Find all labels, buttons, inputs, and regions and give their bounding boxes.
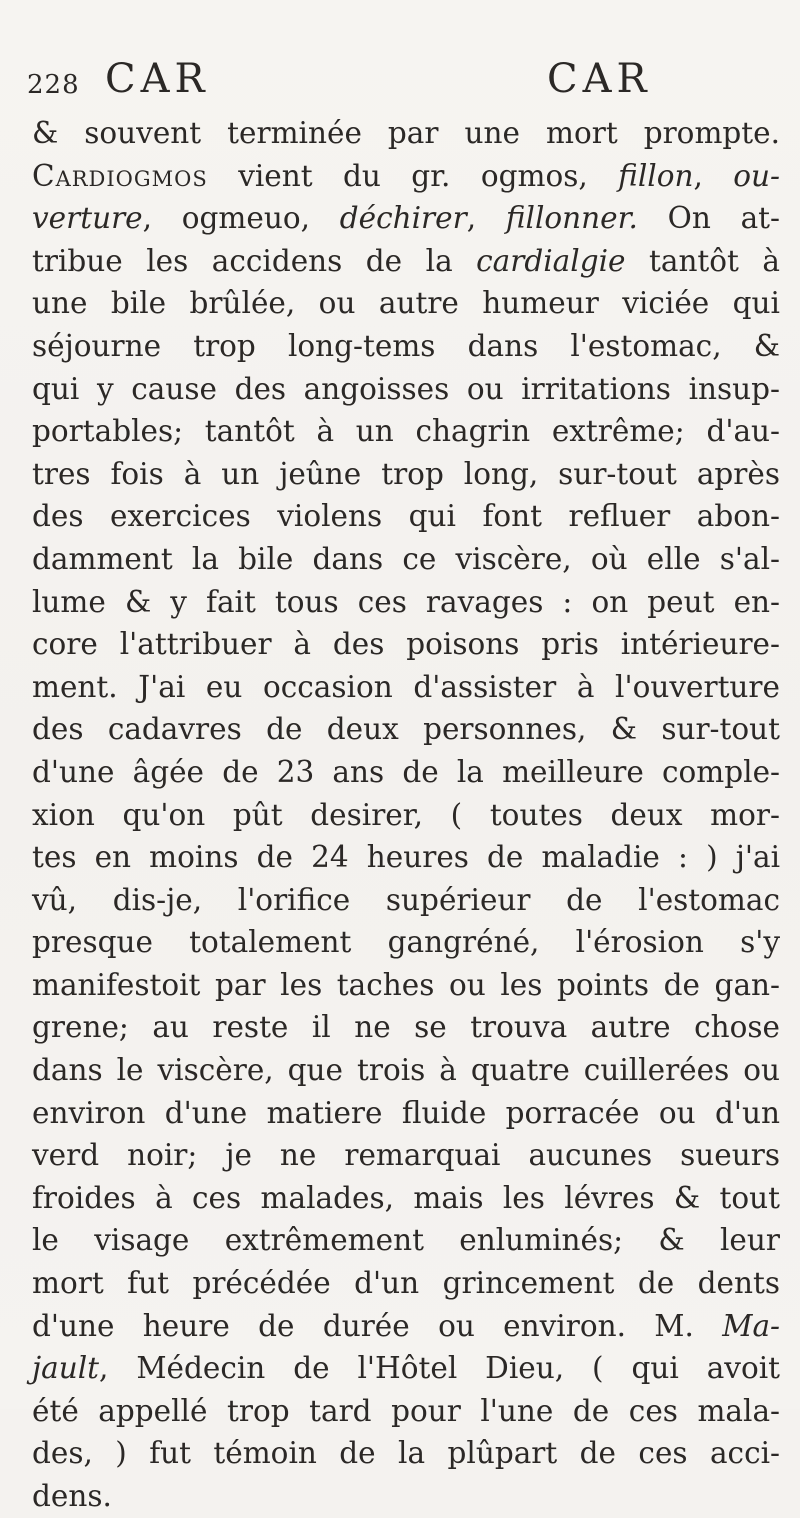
text-segment: tres fois à un jeûne trop long, sur-tout après [32,456,780,491]
text-segment: été appellé trop tard pour l'une de ces mala- [32,1393,780,1428]
text-segment: vient du gr. ogmos, [207,158,619,193]
text-segment: core l'attribuer à des poisons pris intérieure- [32,627,780,662]
text-line [32,112,780,155]
text-segment: une bile brûlée, ou autre humeur viciée qui [32,286,780,321]
text-segment: le visage extrêmement enluminés; & leur [32,1223,780,1258]
text-line [32,1134,780,1177]
text-line [32,197,780,240]
text-line [32,1049,780,1092]
italic-text: Ma- [722,1308,780,1343]
italic-text: verture [32,201,143,236]
italic-text: fillon [618,158,694,193]
running-head [27,52,652,102]
text-segment: des exercices violens qui font refluer abon- [32,499,780,534]
text-segment: mort fut précédée d'un grincement de dents [32,1266,780,1301]
text-line [32,155,780,198]
text-segment: tantôt à [625,243,780,278]
text-segment: verd noir; je ne remarquai aucunes sueurs [32,1138,780,1173]
text-line [32,666,780,709]
italic-text: jault [32,1351,100,1386]
text-segment: dens. [32,1479,112,1513]
text-line [32,240,780,283]
text-line [32,282,780,325]
text-line [32,1262,780,1305]
text-line [32,623,780,666]
text-segment: des cadavres de deux personnes, & sur-tout [32,712,780,747]
text-segment: vû, dis-je, l'orifice supérieur de l'estomac [32,882,780,917]
italic-text: fillonner. [505,201,638,236]
text-segment: xion qu'on pût desirer, ( toutes deux mor- [32,797,780,832]
text-segment: dans le viscère, que trois à quatre cuillerées ou [32,1053,780,1088]
text-line [32,1432,780,1475]
text-segment: séjourne trop long-tems dans l'estomac, & [32,328,780,363]
text-segment: , [466,201,506,236]
text-segment: presque totalement gangréné, l'érosion s'y [32,925,780,960]
text-segment: d'une âgée de 23 ans de la meilleure comple- [32,754,780,789]
text-line [32,751,780,794]
running-head-left: CAR [105,56,210,102]
text-line [32,1177,780,1220]
running-head-right: CAR [547,56,652,102]
text-line [32,453,780,496]
text-line [32,1219,780,1262]
text-line [32,964,780,1007]
text-segment: environ d'une matiere fluide porracée ou d'un [32,1095,780,1130]
text-segment: ment. J'ai eu occasion d'assister à l'ouverture [32,669,780,704]
text-segment: des, ) fut témoin de la plûpart de ces acci- [32,1436,780,1471]
italic-text: ou- [733,158,780,193]
text-segment: & souvent terminée par une mort prompte. [32,116,780,150]
text-segment: lume & y fait tous ces ravages : on peut en- [32,584,780,619]
small-caps-term: Cardiogmos [32,158,208,193]
text-line [32,538,780,581]
text-line [32,410,780,453]
text-segment: portables; tantôt à un chagrin extrême; d'au- [32,414,780,449]
text-line [32,836,780,879]
text-line [32,1305,780,1348]
text-line [32,581,780,624]
text-line [32,1092,780,1135]
text-line [32,708,780,751]
text-segment: , ogmeuo, [142,201,340,236]
text-segment: tes en moins de 24 heures de maladie : ) j'ai [32,840,780,875]
italic-text: déchirer [339,201,467,236]
text-line [32,1347,780,1390]
page-number: 228 [27,70,80,100]
text-line [32,495,780,538]
text-segment: d'une heure de durée ou environ. M. [32,1308,723,1343]
text-line [32,879,780,922]
text-line [32,921,780,964]
text-line [32,325,780,368]
text-segment: froides à ces malades, mais les lévres & tout [32,1180,780,1215]
body-text [32,112,780,1518]
text-line [32,1475,780,1518]
text-segment: grene; au reste il ne se trouva autre chose [32,1010,780,1045]
text-line [32,1390,780,1433]
text-line [32,1006,780,1049]
text-segment: manifestoit par les taches ou les points de gan- [32,967,780,1002]
italic-text: cardialgie [476,243,626,278]
text-segment: damment la bile dans ce viscère, où elle s'al- [32,541,780,576]
text-segment: , Médecin de l'Hôtel Dieu, ( qui avoit [99,1351,780,1386]
text-segment: On at- [637,201,780,236]
text-segment: tribue les accidens de la [32,243,477,278]
text-segment: qui y cause des angoisses ou irritations insup- [32,371,780,406]
text-line [32,794,780,837]
text-line [32,368,780,411]
text-segment: , [693,158,734,193]
